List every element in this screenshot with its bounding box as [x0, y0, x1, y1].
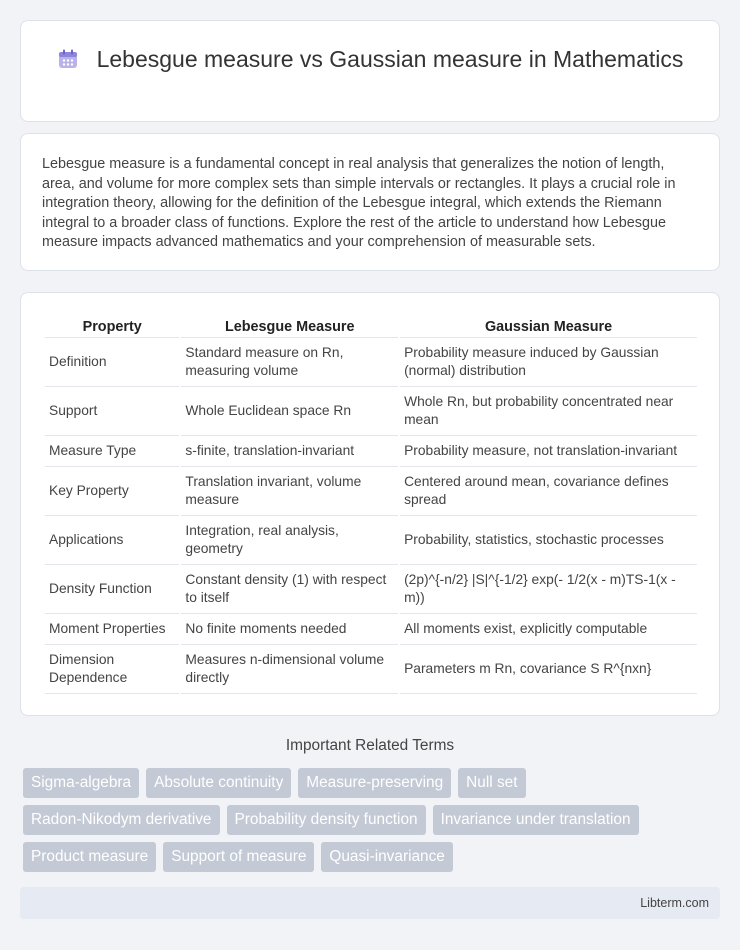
cell-gaussian: Whole Rn, but probability concentrated near mean — [400, 387, 697, 436]
table-row — [45, 645, 697, 694]
cell-lebesgue: Whole Euclidean space Rn — [181, 387, 398, 436]
term-tag[interactable]: Support of measure — [163, 842, 314, 872]
footer — [20, 887, 720, 919]
page-title-text: Lebesgue measure vs Gaussian measure in Mathematics — [96, 46, 684, 72]
cell-lebesgue: No finite moments needed — [181, 614, 398, 645]
comparison-card — [20, 292, 720, 716]
table-row — [45, 467, 697, 516]
cell-gaussian: Probability measure, not translation-invariant — [400, 436, 697, 467]
footer-site-link[interactable]: Libterm.com — [640, 896, 709, 910]
cell-lebesgue: Constant density (1) with respect to itself — [181, 565, 398, 614]
cell-property: Support — [45, 387, 179, 436]
term-tag[interactable]: Probability density function — [227, 805, 426, 835]
term-tag[interactable]: Radon-Nikodym derivative — [23, 805, 220, 835]
related-terms-row — [23, 768, 723, 798]
term-tag[interactable]: Null set — [458, 768, 525, 798]
related-terms-row — [23, 805, 723, 835]
table-row — [45, 614, 697, 645]
term-tag[interactable]: Absolute continuity — [146, 768, 291, 798]
calendar-icon — [57, 48, 79, 70]
cell-lebesgue: Measures n-dimensional volume directly — [181, 645, 398, 694]
cell-lebesgue: s-finite, translation-invariant — [181, 436, 398, 467]
term-tag[interactable]: Quasi-invariance — [321, 842, 452, 872]
cell-property: Definition — [45, 338, 179, 387]
related-terms — [23, 768, 723, 879]
title-card — [20, 20, 720, 122]
page-title — [21, 45, 719, 74]
table-row — [45, 387, 697, 436]
cell-lebesgue: Integration, real analysis, geometry — [181, 516, 398, 565]
cell-lebesgue: Standard measure on Rn, measuring volume — [181, 338, 398, 387]
cell-property: Density Function — [45, 565, 179, 614]
cell-property: Moment Properties — [45, 614, 179, 645]
related-terms-heading: Important Related Terms — [285, 737, 455, 754]
term-tag[interactable]: Product measure — [23, 842, 156, 872]
table-row — [45, 338, 697, 387]
table-row — [45, 436, 697, 467]
cell-property: Key Property — [45, 467, 179, 516]
cell-gaussian: Probability measure induced by Gaussian (normal) distribution — [400, 338, 697, 387]
term-tag[interactable]: Measure-preserving — [298, 768, 451, 798]
cell-gaussian: Probability, statistics, stochastic processes — [400, 516, 697, 565]
cell-gaussian: All moments exist, explicitly computable — [400, 614, 697, 645]
cell-property: Dimension Dependence — [45, 645, 179, 694]
table-header-row — [45, 316, 697, 338]
term-tag[interactable]: Invariance under translation — [433, 805, 639, 835]
cell-gaussian: (2p)^{-n/2} |S|^{-1/2} exp(- 1/2(x - m)TS-1(x - m)) — [400, 565, 697, 614]
cell-property: Measure Type — [45, 436, 179, 467]
cell-property: Applications — [45, 516, 179, 565]
table-row — [45, 516, 697, 565]
table-row — [45, 565, 697, 614]
intro-card — [20, 133, 720, 271]
comparison-table — [43, 316, 699, 694]
intro-paragraph: Lebesgue measure is a fundamental concept in real analysis that generalizes the notion of length, area, and volume for more complex sets than simple intervals or rectangles. It plays a crucial role in integration theory, allowing for the definition of the Lebesgue integral, which extends the Riemann integral to a broader class of functions. Explore the rest of the article to understand how Lebesgue measure impacts advanced mathematics and your comprehension of measurable sets. — [42, 156, 676, 250]
related-terms-row — [23, 842, 723, 872]
cell-gaussian: Parameters m Rn, covariance S R^{nxn} — [400, 645, 697, 694]
header-gaussian: Gaussian Measure — [400, 316, 697, 338]
term-tag[interactable]: Sigma-algebra — [23, 768, 139, 798]
header-property: Property — [45, 316, 179, 338]
cell-gaussian: Centered around mean, covariance defines spread — [400, 467, 697, 516]
header-lebesgue: Lebesgue Measure — [181, 316, 398, 338]
cell-lebesgue: Translation invariant, volume measure — [181, 467, 398, 516]
